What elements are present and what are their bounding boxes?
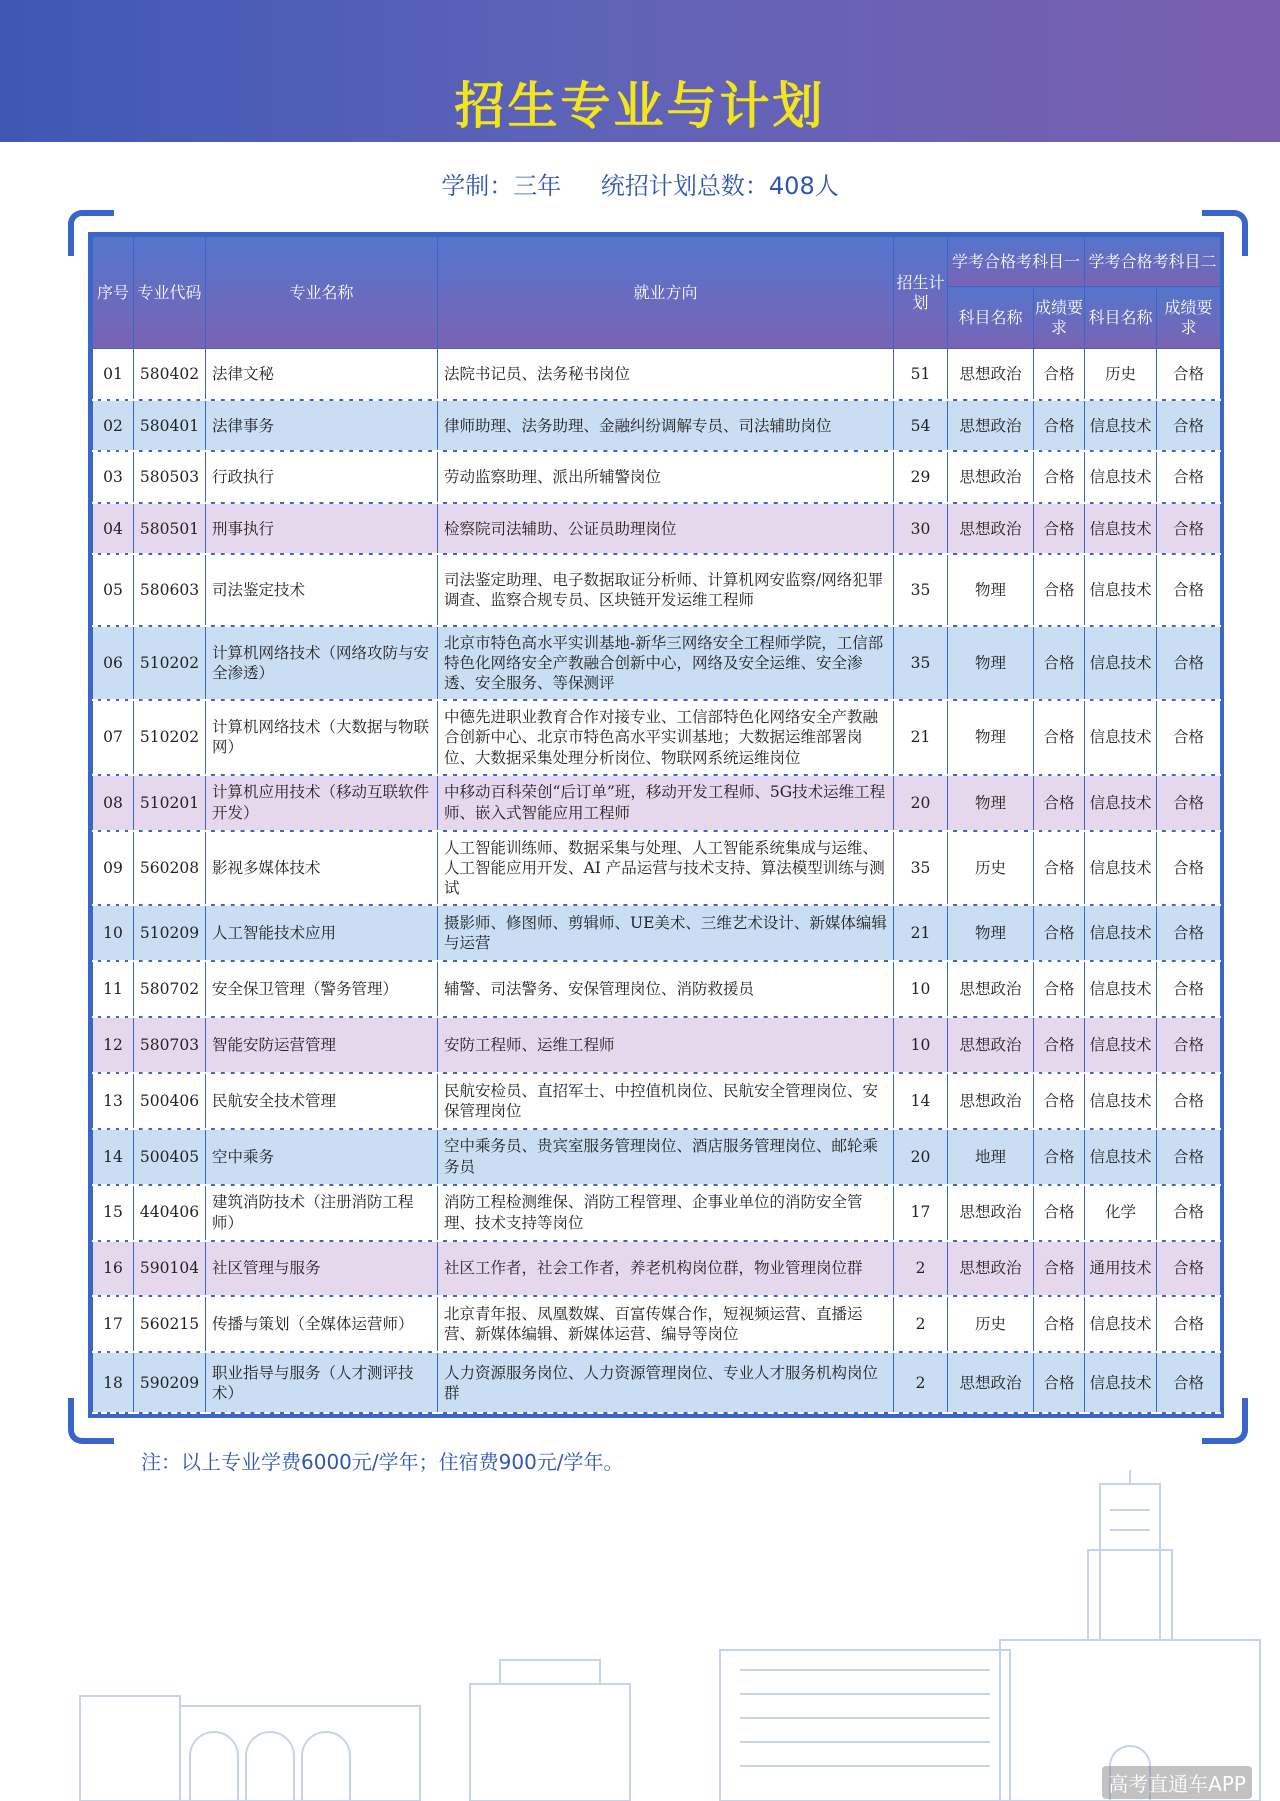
cell-subject2-grade: 合格 <box>1157 1073 1221 1129</box>
cell-plan: 20 <box>894 775 948 831</box>
cell-seq: 09 <box>93 831 134 905</box>
cell-subject2-name: 信息技术 <box>1085 700 1157 774</box>
table-row <box>93 775 1221 831</box>
cell-direction: 中移动百科荣创“后订单”班，移动开发工程师、5G技术运维工程师、嵌入式智能应用工程师 <box>438 775 894 831</box>
cell-seq: 05 <box>93 554 134 626</box>
cell-major-name: 刑事执行 <box>206 503 438 554</box>
cell-major-name: 人工智能技术应用 <box>206 905 438 961</box>
cell-subject2-grade: 合格 <box>1157 400 1221 451</box>
cell-plan: 21 <box>894 700 948 774</box>
cell-seq: 02 <box>93 400 134 451</box>
cell-subject1-grade: 合格 <box>1034 400 1085 451</box>
cell-subject2-grade: 合格 <box>1157 503 1221 554</box>
header-subject1: 学考合格考科目一 <box>948 237 1085 287</box>
cell-subject1-grade: 合格 <box>1034 1241 1085 1297</box>
cell-subject2-name: 化学 <box>1085 1185 1157 1241</box>
table-body <box>93 349 1221 1414</box>
cell-code: 590209 <box>134 1352 206 1413</box>
enrollment-table-frame <box>88 232 1224 1418</box>
cell-code: 580402 <box>134 349 206 400</box>
cell-direction: 司法鉴定助理、电子数据取证分析师、计算机网安监察/网络犯罪调查、监察合规专员、区块链开发运维工程师 <box>438 554 894 626</box>
cell-major-name: 职业指导与服务（人才测评技术） <box>206 1352 438 1413</box>
cell-plan: 2 <box>894 1352 948 1413</box>
cell-subject2-name: 历史 <box>1085 349 1157 400</box>
cell-subject1-grade: 合格 <box>1034 1296 1085 1352</box>
cell-seq: 14 <box>93 1129 134 1185</box>
cell-subject1-grade: 合格 <box>1034 905 1085 961</box>
cell-plan: 14 <box>894 1073 948 1129</box>
header-subject2-name: 科目名称 <box>1085 287 1157 349</box>
header-code: 专业代码 <box>134 237 206 349</box>
table-row <box>93 905 1221 961</box>
cell-code: 580503 <box>134 451 206 502</box>
cell-direction: 社区工作者，社会工作者，养老机构岗位群，物业管理岗位群 <box>438 1241 894 1297</box>
cell-subject1-name: 思想政治 <box>948 1073 1034 1129</box>
cell-major-name: 法律事务 <box>206 400 438 451</box>
cell-subject2-name: 信息技术 <box>1085 400 1157 451</box>
table-row <box>93 700 1221 774</box>
cell-subject2-name: 信息技术 <box>1085 626 1157 700</box>
cell-code: 510209 <box>134 905 206 961</box>
cell-subject2-grade: 合格 <box>1157 1129 1221 1185</box>
total-plan-text: 统招计划总数：408人 <box>600 172 839 200</box>
cell-subject2-name: 信息技术 <box>1085 1073 1157 1129</box>
cell-seq: 03 <box>93 451 134 502</box>
cell-subject1-name: 思想政治 <box>948 1241 1034 1297</box>
cell-code: 580603 <box>134 554 206 626</box>
table-row <box>93 831 1221 905</box>
cell-plan: 51 <box>894 349 948 400</box>
cell-subject2-grade: 合格 <box>1157 961 1221 1017</box>
cell-subject1-grade: 合格 <box>1034 1017 1085 1073</box>
cell-subject2-grade: 合格 <box>1157 1296 1221 1352</box>
cell-code: 560215 <box>134 1296 206 1352</box>
cell-seq: 01 <box>93 349 134 400</box>
cell-direction: 消防工程检测维保、消防工程管理、企事业单位的消防安全管理、技术支持等岗位 <box>438 1185 894 1241</box>
cell-subject1-grade: 合格 <box>1034 451 1085 502</box>
cell-code: 580703 <box>134 1017 206 1073</box>
cell-subject2-name: 信息技术 <box>1085 451 1157 502</box>
cell-plan: 21 <box>894 905 948 961</box>
cell-plan: 35 <box>894 626 948 700</box>
subtitle <box>0 166 1280 201</box>
table-row <box>93 503 1221 554</box>
cell-subject1-name: 历史 <box>948 831 1034 905</box>
cell-subject1-grade: 合格 <box>1034 554 1085 626</box>
header-subject2-grade: 成绩要求 <box>1157 287 1221 349</box>
fee-note: 注：以上专业学费6000元/学年；住宿费900元/学年。 <box>141 1450 624 1474</box>
cell-subject2-grade: 合格 <box>1157 905 1221 961</box>
cell-subject2-grade: 合格 <box>1157 1352 1221 1413</box>
cell-subject1-grade: 合格 <box>1034 1073 1085 1129</box>
cell-code: 590104 <box>134 1241 206 1297</box>
cell-subject2-grade: 合格 <box>1157 700 1221 774</box>
cell-subject1-grade: 合格 <box>1034 1352 1085 1413</box>
cell-subject1-name: 物理 <box>948 554 1034 626</box>
header-subject1-grade: 成绩要求 <box>1034 287 1085 349</box>
campus-skyline-illustration <box>0 1470 1280 1801</box>
cell-subject2-name: 通用技术 <box>1085 1241 1157 1297</box>
cell-direction: 律师助理、法务助理、金融纠纷调解专员、司法辅助岗位 <box>438 400 894 451</box>
cell-subject1-name: 思想政治 <box>948 349 1034 400</box>
table-row <box>93 961 1221 1017</box>
cell-code: 440406 <box>134 1185 206 1241</box>
cell-seq: 17 <box>93 1296 134 1352</box>
cell-direction: 法院书记员、法务秘书岗位 <box>438 349 894 400</box>
header-subject1-name: 科目名称 <box>948 287 1034 349</box>
cell-subject2-grade: 合格 <box>1157 1185 1221 1241</box>
cell-code: 580501 <box>134 503 206 554</box>
cell-subject2-grade: 合格 <box>1157 626 1221 700</box>
cell-subject1-name: 物理 <box>948 626 1034 700</box>
table-row <box>93 400 1221 451</box>
cell-subject1-grade: 合格 <box>1034 626 1085 700</box>
cell-subject2-grade: 合格 <box>1157 831 1221 905</box>
table-row <box>93 626 1221 700</box>
header-seq: 序号 <box>93 237 134 349</box>
cell-subject2-name: 信息技术 <box>1085 1129 1157 1185</box>
cell-subject2-name: 信息技术 <box>1085 831 1157 905</box>
enrollment-table <box>92 236 1221 1414</box>
cell-subject2-grade: 合格 <box>1157 451 1221 502</box>
cell-direction: 北京青年报、凤凰数媒、百富传媒合作，短视频运营、直播运营、新媒体编辑、新媒体运营、编导等岗位 <box>438 1296 894 1352</box>
cell-subject1-grade: 合格 <box>1034 961 1085 1017</box>
cell-subject1-name: 思想政治 <box>948 961 1034 1017</box>
watermark-text: 高考直通车APP <box>1102 1766 1252 1799</box>
cell-subject2-name: 信息技术 <box>1085 775 1157 831</box>
cell-subject1-name: 历史 <box>948 1296 1034 1352</box>
cell-major-name: 计算机应用技术（移动互联软件开发） <box>206 775 438 831</box>
cell-subject1-grade: 合格 <box>1034 831 1085 905</box>
cell-plan: 29 <box>894 451 948 502</box>
cell-major-name: 计算机网络技术（大数据与物联网） <box>206 700 438 774</box>
cell-direction: 摄影师、修图师、剪辑师、UE美术、三维艺术设计、新媒体编辑与运营 <box>438 905 894 961</box>
cell-subject1-grade: 合格 <box>1034 775 1085 831</box>
cell-subject1-name: 思想政治 <box>948 1352 1034 1413</box>
cell-major-name: 传播与策划（全媒体运营师） <box>206 1296 438 1352</box>
cell-subject1-grade: 合格 <box>1034 503 1085 554</box>
cell-subject1-name: 思想政治 <box>948 1017 1034 1073</box>
cell-subject2-name: 信息技术 <box>1085 905 1157 961</box>
cell-subject1-grade: 合格 <box>1034 700 1085 774</box>
cell-direction: 民航安检员、直招军士、中控值机岗位、民航安全管理岗位、安保管理岗位 <box>438 1073 894 1129</box>
cell-plan: 30 <box>894 503 948 554</box>
cell-seq: 06 <box>93 626 134 700</box>
table-row <box>93 349 1221 400</box>
cell-direction: 检察院司法辅助、公证员助理岗位 <box>438 503 894 554</box>
cell-subject1-grade: 合格 <box>1034 1185 1085 1241</box>
cell-subject2-grade: 合格 <box>1157 1241 1221 1297</box>
cell-subject1-name: 物理 <box>948 775 1034 831</box>
cell-subject1-name: 思想政治 <box>948 400 1034 451</box>
cell-subject1-name: 物理 <box>948 700 1034 774</box>
cell-subject2-grade: 合格 <box>1157 775 1221 831</box>
cell-seq: 11 <box>93 961 134 1017</box>
cell-subject2-grade: 合格 <box>1157 1017 1221 1073</box>
cell-seq: 10 <box>93 905 134 961</box>
cell-subject1-name: 思想政治 <box>948 451 1034 502</box>
cell-subject2-name: 信息技术 <box>1085 961 1157 1017</box>
duration-text: 学制：三年 <box>441 172 562 200</box>
header-direction: 就业方向 <box>438 237 894 349</box>
cell-subject2-name: 信息技术 <box>1085 503 1157 554</box>
cell-direction: 安防工程师、运维工程师 <box>438 1017 894 1073</box>
cell-major-name: 影视多媒体技术 <box>206 831 438 905</box>
table-row <box>93 1296 1221 1352</box>
cell-plan: 54 <box>894 400 948 451</box>
cell-major-name: 安全保卫管理（警务管理） <box>206 961 438 1017</box>
cell-seq: 12 <box>93 1017 134 1073</box>
cell-code: 500406 <box>134 1073 206 1129</box>
cell-major-name: 建筑消防技术（注册消防工程师） <box>206 1185 438 1241</box>
cell-direction: 劳动监察助理、派出所辅警岗位 <box>438 451 894 502</box>
cell-plan: 35 <box>894 554 948 626</box>
cell-major-name: 计算机网络技术（网络攻防与安全渗透） <box>206 626 438 700</box>
page-title: 招生专业与计划 <box>454 77 826 135</box>
cell-plan: 35 <box>894 831 948 905</box>
table-row <box>93 1185 1221 1241</box>
table-row <box>93 1241 1221 1297</box>
cell-subject1-name: 思想政治 <box>948 1185 1034 1241</box>
cell-code: 510202 <box>134 700 206 774</box>
cell-direction: 辅警、司法警务、安保管理岗位、消防救援员 <box>438 961 894 1017</box>
header-name: 专业名称 <box>206 237 438 349</box>
cell-major-name: 行政执行 <box>206 451 438 502</box>
cell-seq: 13 <box>93 1073 134 1129</box>
cell-seq: 07 <box>93 700 134 774</box>
cell-code: 580401 <box>134 400 206 451</box>
cell-subject2-name: 信息技术 <box>1085 554 1157 626</box>
cell-seq: 04 <box>93 503 134 554</box>
cell-direction: 人力资源服务岗位、人力资源管理岗位、专业人才服务机构岗位群 <box>438 1352 894 1413</box>
table-row <box>93 451 1221 502</box>
cell-subject1-grade: 合格 <box>1034 1129 1085 1185</box>
cell-subject1-grade: 合格 <box>1034 349 1085 400</box>
cell-subject2-name: 信息技术 <box>1085 1296 1157 1352</box>
cell-direction: 空中乘务员、贵宾室服务管理岗位、酒店服务管理岗位、邮轮乘务员 <box>438 1129 894 1185</box>
cell-seq: 15 <box>93 1185 134 1241</box>
table-row <box>93 554 1221 626</box>
cell-plan: 2 <box>894 1241 948 1297</box>
cell-code: 510202 <box>134 626 206 700</box>
cell-plan: 17 <box>894 1185 948 1241</box>
cell-major-name: 智能安防运营管理 <box>206 1017 438 1073</box>
cell-major-name: 民航安全技术管理 <box>206 1073 438 1129</box>
cell-code: 560208 <box>134 831 206 905</box>
cell-plan: 2 <box>894 1296 948 1352</box>
cell-major-name: 社区管理与服务 <box>206 1241 438 1297</box>
cell-subject2-name: 信息技术 <box>1085 1352 1157 1413</box>
cell-seq: 16 <box>93 1241 134 1297</box>
table-row <box>93 1352 1221 1413</box>
cell-major-name: 司法鉴定技术 <box>206 554 438 626</box>
cell-subject1-name: 物理 <box>948 905 1034 961</box>
table-row <box>93 1017 1221 1073</box>
cell-subject2-name: 信息技术 <box>1085 1017 1157 1073</box>
cell-direction: 中德先进职业教育合作对接专业、工信部特色化网络安全产教融合创新中心、北京市特色高水平实训基地；大数据运维部署岗位、大数据采集处理分析岗位、物联网系统运维岗位 <box>438 700 894 774</box>
header-plan: 招生计划 <box>894 237 948 349</box>
cell-major-name: 法律文秘 <box>206 349 438 400</box>
cell-plan: 20 <box>894 1129 948 1185</box>
table-row <box>93 1129 1221 1185</box>
cell-subject1-name: 地理 <box>948 1129 1034 1185</box>
cell-subject1-name: 思想政治 <box>948 503 1034 554</box>
cell-plan: 10 <box>894 961 948 1017</box>
cell-subject2-grade: 合格 <box>1157 349 1221 400</box>
cell-seq: 08 <box>93 775 134 831</box>
cell-seq: 18 <box>93 1352 134 1413</box>
table-row <box>93 1073 1221 1129</box>
cell-subject2-grade: 合格 <box>1157 554 1221 626</box>
cell-code: 510201 <box>134 775 206 831</box>
cell-direction: 人工智能训练师、数据采集与处理、人工智能系统集成与运维、人工智能应用开发、AI 产品运营与技术支持、算法模型训练与测试 <box>438 831 894 905</box>
cell-plan: 10 <box>894 1017 948 1073</box>
cell-code: 500405 <box>134 1129 206 1185</box>
cell-code: 580702 <box>134 961 206 1017</box>
cell-direction: 北京市特色高水平实训基地-新华三网络安全工程师学院，工信部特色化网络安全产教融合创新中心，网络及安全运维、安全渗透、安全服务、等保测评 <box>438 626 894 700</box>
header-subject2: 学考合格考科目二 <box>1085 237 1221 287</box>
cell-major-name: 空中乘务 <box>206 1129 438 1185</box>
